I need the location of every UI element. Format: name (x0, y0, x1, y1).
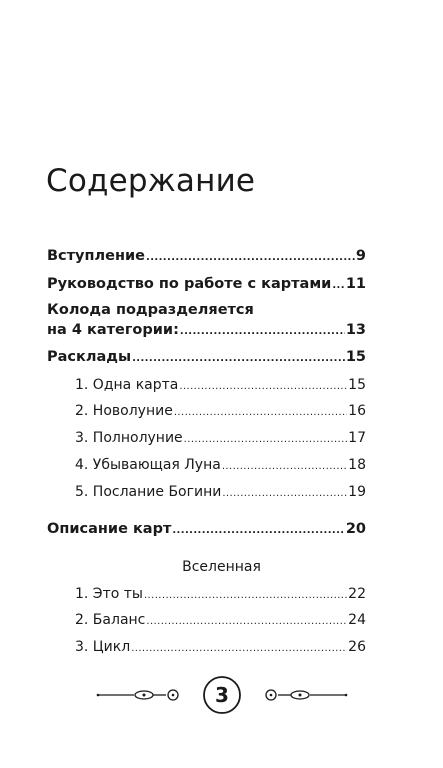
toc-entry-page: 11 (345, 276, 366, 292)
toc-entry-guide[interactable] (47, 275, 366, 295)
toc-entry-page: 19 (348, 484, 366, 500)
toc-entry-label: 1. Одна карта (75, 377, 179, 393)
toc-entry-page: 26 (348, 639, 366, 655)
dot-leader (222, 485, 347, 503)
toc-subentry[interactable] (75, 611, 366, 631)
dot-leader (132, 350, 345, 368)
toc-entry-label: 3. Полнолуние (75, 430, 183, 446)
toc-entry-label: Вступление (47, 248, 145, 264)
toc-entry-deck[interactable] (47, 321, 366, 341)
toc-entry-label: 4. Убывающая Луна (75, 457, 221, 473)
page-footer-ornament (96, 672, 348, 718)
page-number: 3 (215, 683, 229, 707)
toc-subentry[interactable] (75, 638, 366, 658)
toc-subentry[interactable] (75, 585, 366, 605)
toc-entry-label: Руководство по работе с картами (47, 276, 332, 292)
section-heading: Вселенная (182, 559, 261, 575)
toc-subentry[interactable] (75, 483, 366, 503)
toc-entry-intro[interactable] (47, 247, 366, 267)
toc-entry-page: 22 (348, 586, 366, 602)
dot-leader (180, 323, 345, 341)
toc-subentry[interactable] (75, 402, 366, 422)
toc-entry-page: 9 (355, 248, 366, 264)
dot-leader (179, 378, 347, 396)
toc-entry-page: 20 (345, 521, 366, 537)
dot-leader (222, 458, 347, 476)
toc-entry-label: на 4 категории: (47, 322, 179, 338)
dot-leader (174, 404, 347, 422)
toc-entry-label: 2. Баланс (75, 612, 146, 628)
toc-entry-page: 15 (345, 349, 366, 365)
toc-entry-page: 17 (348, 430, 366, 446)
toc-subentry[interactable] (75, 376, 366, 396)
toc-entry-label: 3. Цикл (75, 639, 131, 655)
toc-entry-page: 24 (348, 612, 366, 628)
toc-entry-spreads[interactable] (47, 348, 366, 368)
toc-entry-label: 2. Новолуние (75, 403, 173, 419)
dot-leader (146, 613, 347, 631)
dot-leader (144, 587, 347, 605)
dot-leader (146, 249, 355, 267)
toc-entry-label: Описание карт (47, 521, 172, 537)
toc-entry-page: 16 (348, 403, 366, 419)
toc-entry-page: 18 (348, 457, 366, 473)
page-title: Содержание (46, 163, 256, 199)
toc-entry-label: Расклады (47, 349, 132, 365)
dot-leader (131, 640, 347, 658)
toc-entry-deck-line1[interactable]: Колода подразделяется (47, 302, 254, 318)
dot-leader (172, 522, 344, 540)
toc-entry-label: 5. Послание Богини (75, 484, 222, 500)
toc-entry-page: 15 (348, 377, 366, 393)
toc-subentry[interactable] (75, 456, 366, 476)
dot-leader (332, 277, 344, 295)
toc-entry-cards[interactable] (47, 520, 366, 540)
toc-entry-page: 13 (345, 322, 366, 338)
dot-leader (184, 431, 348, 449)
toc-subentry[interactable] (75, 429, 366, 449)
toc-entry-label: 1. Это ты (75, 586, 143, 602)
